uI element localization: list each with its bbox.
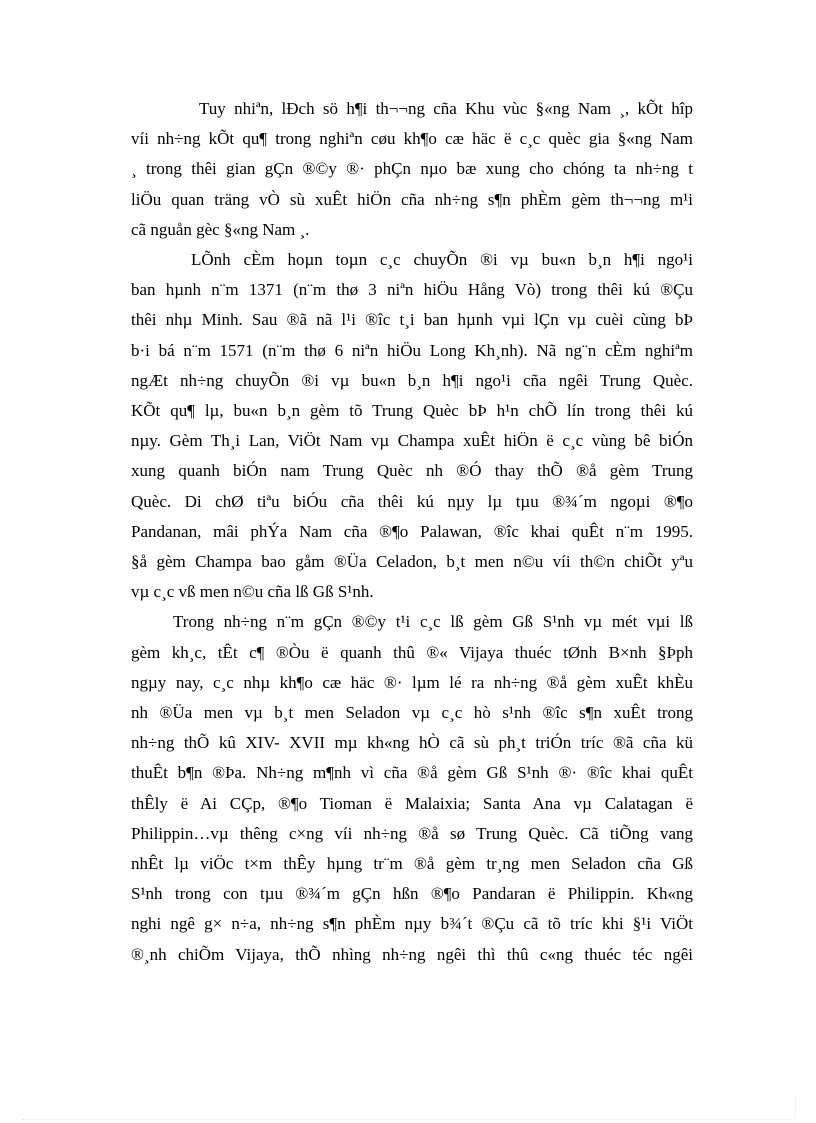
text-line: xung quanh biÓn nam Trung Quèc nh ®Ó thay thÕ ®å gèm Trung [131,461,693,481]
text-line: liÖu quan träng vÒ sù xuÊt hiÖn cña nh÷ng s¶n phÈm gèm th¬¬ng m¹i [131,189,693,209]
text-line: nµy. Gèm Th¸i Lan, ViÖt Nam vµ Champa xuÊt hiÖn ë c¸c vùng bê biÓn [131,431,693,451]
paragraph-1 [131,94,693,245]
text-line: gèm kh¸c, tÊt c¶ ®Òu ë quanh thû ®« Vijaya thuéc tØnh B×nh §Þph [131,642,693,662]
text-line: víi nh÷ng kÕt qu¶ trong nghiªn cøu kh¶o cæ häc ë c¸c quèc gia §«ng Nam [131,129,693,149]
paragraph-3 [131,607,693,969]
text-line: Tuy nhiªn, lÐch sö h¶i th¬¬ng cña Khu vùc §«ng Nam ¸, kÕt hîp [199,99,693,118]
text-line: nhÊt lµ viÖc t×m thÊy hµng tr¨m ®å gèm tr¸ng men Seladon cña Gß [131,854,693,874]
text-line: b·i bá n¨m 1571 (n¨m thø 6 niªn hiÖu Long Kh¸nh). Nã ng¨n cÈm nghiªm [131,340,693,360]
text-line: thuÊt b¶n ®Þa. Nh÷ng m¶nh vì cña ®å gèm Gß S¹nh ®· ®îc khai quÊt [131,763,693,783]
text-line: nh÷ng thÕ kû XIV- XVII mµ kh«ng hÒ cã sù ph¸t triÓn tríc ®ã cña kü [131,733,693,753]
text-line: Trong nh÷ng n¨m gÇn ®©y t¹i c¸c lß gèm Gß S¹nh vµ mét vµi lß [173,612,693,632]
text-line: nh ®Üa men vµ b¸t men Seladon vµ c¸c hò s¹nh ®îc s¶n xuÊt trong [131,703,693,723]
text-line: S¹nh trong con tµu ®¾´m gÇn hßn ®¶o Pandaran ë Philippin. Kh«ng [131,884,693,904]
text-line: KÕt qu¶ lµ, bu«n b¸n gèm tõ Trung Quèc bÞ h¹n chÕ lín trong thêi kú [131,401,693,421]
page-bottom-divider [22,1119,794,1120]
text-line: thÊly ë Ai CÇp, ®¶o Tioman ë Malaixia; Santa Ana vµ Calatagan ë [131,793,693,813]
text-line: Quèc. Di chØ tiªu biÓu cña thêi kú nµy lµ tµu ®¾´m ngoµi ®¶o [131,491,693,511]
text-line: §å gèm Champa bao gåm ®Üa Celadon, b¸t men n©u víi th©n chiÕt yªu [131,552,693,572]
paragraph-2 [131,245,693,607]
text-line: ngµy nay, c¸c nhµ kh¶o cæ häc ®· lµm lé ra nh÷ng ®å gèm xuÊt khÈu [131,672,693,692]
text-line: ban hµnh n¨m 1371 (n¨m thø 3 niªn hiÖu Hång Vò) trong thêi kú ®Çu [131,280,693,300]
document-body [131,94,693,970]
text-line: ngÆt nh÷ng chuyÕn ®i vµ bu«n b¸n h¶i ngo¹i cña ngêi Trung Quèc. [131,370,693,390]
page-corner-marker [795,1097,796,1121]
text-line: Philippin…vµ thêng c×ng víi nh÷ng ®å sø Trung Quèc. Cã tiÕng vang [131,823,693,843]
text-line: nghi ngê g× n÷a, nh÷ng s¶n phÈm nµy b¾´t ®Çu cã tõ tríc khi §¹i ViÖt [131,914,693,934]
text-line: ¸ trong thêi gian gÇn ®©y ®· phÇn nµo bæ xung cho chóng ta nh÷ng t [131,159,693,179]
text-line: vµ c¸c vß men n©u cña lß Gß S¹nh. [131,582,374,602]
text-line: Pandanan, mâi phÝa Nam cña ®¶o Palawan, ®îc khai quÊt n¨m 1995. [131,521,693,541]
text-line: cã nguån gèc §«ng Nam ¸. [131,219,310,239]
text-line: ®¸nh chiÕm Vijaya, thÕ nhìng nh÷ng ngêi thì thû c«ng thuéc téc ngêi [131,944,693,964]
text-line: LÕnh cÈm hoµn toµn c¸c chuyÕn ®i vµ bu«n b¸n h¶i ngo¹i [191,250,693,270]
text-line: thêi nhµ Minh. Sau ®ã nã l¹i ®îc t¸i ban hµnh vµi lÇn vµ cuèi cùng bÞ [131,310,693,330]
